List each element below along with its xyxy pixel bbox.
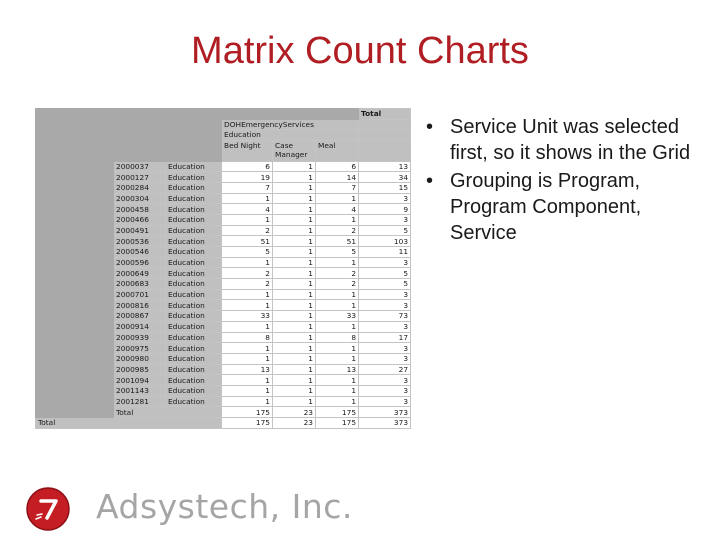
row-total-cell: 5	[359, 225, 411, 236]
row-total-cell: 3	[359, 257, 411, 268]
service-unit-id: 2000596	[114, 257, 166, 268]
service-unit-id: 2001281	[114, 396, 166, 407]
grand-total-value: 175	[316, 418, 359, 429]
program-cell: Education	[166, 236, 222, 247]
value-cell: 8	[316, 332, 359, 343]
value-cell: 33	[316, 311, 359, 322]
column-header-service: Case Manager	[273, 140, 316, 161]
value-cell: 1	[222, 375, 273, 386]
value-cell: 1	[222, 321, 273, 332]
service-unit-id: 2000975	[114, 343, 166, 354]
row-group-cell	[36, 268, 114, 279]
bullet-item: • Service Unit was selected first, so it shows in the Grid	[426, 116, 691, 164]
program-cell: Education	[166, 247, 222, 258]
grid-corner	[166, 109, 222, 120]
grid-corner	[36, 140, 114, 161]
row-group-cell	[36, 225, 114, 236]
table-row	[36, 396, 411, 407]
subtotal-value: 175	[222, 407, 273, 418]
value-cell: 7	[316, 182, 359, 193]
value-cell: 1	[273, 343, 316, 354]
value-cell: 1	[273, 300, 316, 311]
value-cell: 51	[316, 236, 359, 247]
grid-corner	[166, 140, 222, 161]
service-unit-id: 2000546	[114, 247, 166, 258]
program-header: Education	[222, 130, 359, 141]
program-cell: Education	[166, 353, 222, 364]
program-cell: Education	[166, 375, 222, 386]
grid-corner	[114, 140, 166, 161]
column-header-total-spacer	[359, 140, 411, 161]
row-total-cell: 3	[359, 289, 411, 300]
program-cell: Education	[166, 182, 222, 193]
program-cell: Education	[166, 257, 222, 268]
row-group-cell	[36, 247, 114, 258]
service-unit-id: 2000980	[114, 353, 166, 364]
value-cell: 1	[222, 396, 273, 407]
value-cell: 1	[222, 214, 273, 225]
row-group-cell	[36, 172, 114, 183]
column-header-total-spacer	[359, 119, 411, 130]
service-unit-id: 2000284	[114, 182, 166, 193]
service-unit-id: 2000701	[114, 289, 166, 300]
table-row	[36, 236, 411, 247]
grand-total-value: 373	[359, 418, 411, 429]
value-cell: 1	[273, 311, 316, 322]
row-total-cell: 3	[359, 375, 411, 386]
table-row	[36, 268, 411, 279]
grid-corner	[36, 119, 114, 130]
value-cell: 1	[316, 321, 359, 332]
program-cell: Education	[166, 332, 222, 343]
grand-total-row	[36, 418, 411, 429]
program-cell: Education	[166, 268, 222, 279]
program-cell: Education	[166, 300, 222, 311]
table-row	[36, 385, 411, 396]
row-group-cell	[36, 407, 114, 418]
value-cell: 1	[273, 268, 316, 279]
bullet-text: Service Unit was selected first, so it shows in the Grid	[450, 116, 691, 164]
value-cell: 1	[222, 257, 273, 268]
table-row	[36, 375, 411, 386]
value-cell: 1	[316, 214, 359, 225]
service-unit-id: 2000914	[114, 321, 166, 332]
company-name: Adsystech, Inc.	[96, 487, 353, 526]
service-unit-id: 2001094	[114, 375, 166, 386]
value-cell: 51	[222, 236, 273, 247]
row-total-cell: 3	[359, 353, 411, 364]
slide-title: Matrix Count Charts	[191, 30, 529, 72]
row-group-cell	[36, 385, 114, 396]
value-cell: 5	[222, 247, 273, 258]
value-cell: 1	[316, 289, 359, 300]
value-cell: 7	[222, 182, 273, 193]
grand-total-value: 175	[222, 418, 273, 429]
row-total-cell: 3	[359, 396, 411, 407]
service-unit-id: 2000816	[114, 300, 166, 311]
grid-table	[35, 108, 411, 429]
service-unit-id: 2000649	[114, 268, 166, 279]
value-cell: 1	[316, 343, 359, 354]
program-cell: Education	[166, 193, 222, 204]
value-cell: 1	[273, 279, 316, 290]
program-cell: Education	[166, 161, 222, 172]
row-group-cell	[36, 182, 114, 193]
row-group-cell	[36, 321, 114, 332]
service-unit-id: 2000867	[114, 311, 166, 322]
value-cell: 8	[222, 332, 273, 343]
value-cell: 1	[222, 289, 273, 300]
value-cell: 33	[222, 311, 273, 322]
value-cell: 1	[273, 236, 316, 247]
bullet-item: • Grouping is Program, Program Component, Service	[426, 170, 642, 244]
value-cell: 1	[222, 353, 273, 364]
row-group-cell	[36, 161, 114, 172]
row-group-cell	[36, 257, 114, 268]
row-total-cell: 3	[359, 385, 411, 396]
value-cell: 1	[222, 193, 273, 204]
row-total-cell: 5	[359, 279, 411, 290]
grid-header-row	[36, 109, 411, 120]
value-cell: 1	[316, 396, 359, 407]
subtotal-row	[36, 407, 411, 418]
column-header-total-spacer	[359, 130, 411, 141]
column-header-service: Meal	[316, 140, 359, 161]
subtotal-value: 373	[359, 407, 411, 418]
value-cell: 1	[273, 257, 316, 268]
value-cell: 1	[273, 214, 316, 225]
value-cell: 1	[273, 364, 316, 375]
row-total-cell: 103	[359, 236, 411, 247]
value-cell: 1	[316, 385, 359, 396]
table-row	[36, 247, 411, 258]
table-row	[36, 193, 411, 204]
subtotal-value: 23	[273, 407, 316, 418]
grid-header-row	[36, 140, 411, 161]
row-total-cell: 27	[359, 364, 411, 375]
program-cell: Education	[166, 385, 222, 396]
value-cell: 4	[222, 204, 273, 215]
row-group-cell	[36, 375, 114, 386]
value-cell: 1	[273, 204, 316, 215]
row-group-cell	[36, 279, 114, 290]
row-total-cell: 15	[359, 182, 411, 193]
value-cell: 13	[222, 364, 273, 375]
row-total-cell: 11	[359, 247, 411, 258]
value-cell: 1	[273, 193, 316, 204]
program-cell: Education	[166, 214, 222, 225]
grand-total-value: 23	[273, 418, 316, 429]
program-cell: Education	[166, 343, 222, 354]
row-total-cell: 73	[359, 311, 411, 322]
column-header-service: Bed Night	[222, 140, 273, 161]
value-cell: 2	[316, 225, 359, 236]
matrix-count-grid	[35, 108, 410, 432]
grid-header-row	[36, 130, 411, 141]
subtotal-value: 175	[316, 407, 359, 418]
value-cell: 1	[316, 353, 359, 364]
table-row	[36, 225, 411, 236]
value-cell: 1	[222, 385, 273, 396]
table-row	[36, 353, 411, 364]
grid-corner	[166, 130, 222, 141]
program-cell: Education	[166, 396, 222, 407]
program-cell: Education	[166, 289, 222, 300]
value-cell: 2	[316, 279, 359, 290]
grand-total-label: Total	[36, 418, 222, 429]
table-row	[36, 332, 411, 343]
program-cell: Education	[166, 172, 222, 183]
row-total-cell: 5	[359, 268, 411, 279]
service-unit-id: 2000939	[114, 332, 166, 343]
row-total-cell: 3	[359, 300, 411, 311]
table-row	[36, 161, 411, 172]
row-total-cell: 3	[359, 214, 411, 225]
bullet-list	[426, 114, 696, 248]
row-total-cell: 3	[359, 193, 411, 204]
value-cell: 2	[222, 279, 273, 290]
service-unit-id: 2000491	[114, 225, 166, 236]
company-logo-icon	[25, 486, 71, 532]
row-group-cell	[36, 236, 114, 247]
table-row	[36, 279, 411, 290]
value-cell: 1	[222, 343, 273, 354]
service-unit-id: 2000304	[114, 193, 166, 204]
bullet-text: Grouping is Program, Program Component, Service	[450, 170, 642, 244]
grid-corner	[166, 119, 222, 130]
table-row	[36, 364, 411, 375]
service-unit-id: 2000458	[114, 204, 166, 215]
program-cell: Education	[166, 364, 222, 375]
grid-corner	[114, 130, 166, 141]
value-cell: 1	[273, 247, 316, 258]
row-group-cell	[36, 300, 114, 311]
value-cell: 1	[273, 375, 316, 386]
value-cell: 5	[316, 247, 359, 258]
value-cell: 1	[273, 289, 316, 300]
value-cell: 1	[316, 257, 359, 268]
row-total-cell: 17	[359, 332, 411, 343]
value-cell: 2	[222, 268, 273, 279]
row-group-cell	[36, 332, 114, 343]
program-cell: Education	[166, 321, 222, 332]
service-unit-id: 2001143	[114, 385, 166, 396]
row-group-cell	[36, 364, 114, 375]
row-total-cell: 3	[359, 321, 411, 332]
row-total-cell: 3	[359, 343, 411, 354]
service-unit-id: 2000037	[114, 161, 166, 172]
program-cell: Education	[166, 225, 222, 236]
service-unit-id: 2000127	[114, 172, 166, 183]
value-cell: 6	[316, 161, 359, 172]
program-cell: Education	[166, 204, 222, 215]
grid-corner	[222, 109, 359, 120]
subtotal-label: Total	[114, 407, 222, 418]
value-cell: 1	[273, 225, 316, 236]
grid-corner	[114, 119, 166, 130]
value-cell: 1	[316, 300, 359, 311]
row-group-cell	[36, 311, 114, 322]
value-cell: 1	[273, 182, 316, 193]
grid-corner	[36, 130, 114, 141]
value-cell: 1	[316, 375, 359, 386]
service-unit-id: 2000985	[114, 364, 166, 375]
value-cell: 1	[273, 321, 316, 332]
row-group-cell	[36, 193, 114, 204]
column-header-total: Total	[359, 109, 411, 120]
value-cell: 6	[222, 161, 273, 172]
row-group-cell	[36, 396, 114, 407]
row-total-cell: 13	[359, 161, 411, 172]
group-header: DOHEmergencyServices	[222, 119, 359, 130]
grid-corner	[114, 109, 166, 120]
table-row	[36, 172, 411, 183]
table-row	[36, 257, 411, 268]
service-unit-id: 2000536	[114, 236, 166, 247]
value-cell: 1	[273, 385, 316, 396]
row-total-cell: 9	[359, 204, 411, 215]
table-row	[36, 204, 411, 215]
value-cell: 13	[316, 364, 359, 375]
value-cell: 1	[316, 193, 359, 204]
grid-corner	[36, 109, 114, 120]
service-unit-id: 2000683	[114, 279, 166, 290]
value-cell: 1	[222, 300, 273, 311]
value-cell: 2	[222, 225, 273, 236]
table-row	[36, 311, 411, 322]
table-row	[36, 214, 411, 225]
row-total-cell: 34	[359, 172, 411, 183]
value-cell: 1	[273, 161, 316, 172]
value-cell: 14	[316, 172, 359, 183]
table-row	[36, 300, 411, 311]
service-unit-id: 2000466	[114, 214, 166, 225]
row-group-cell	[36, 353, 114, 364]
value-cell: 1	[273, 332, 316, 343]
row-group-cell	[36, 289, 114, 300]
value-cell: 1	[273, 396, 316, 407]
value-cell: 1	[273, 172, 316, 183]
row-group-cell	[36, 214, 114, 225]
table-row	[36, 321, 411, 332]
program-cell: Education	[166, 279, 222, 290]
table-row	[36, 343, 411, 354]
grid-header-row	[36, 119, 411, 130]
program-cell: Education	[166, 311, 222, 322]
row-group-cell	[36, 204, 114, 215]
value-cell: 19	[222, 172, 273, 183]
value-cell: 1	[273, 353, 316, 364]
row-group-cell	[36, 343, 114, 354]
table-row	[36, 289, 411, 300]
table-row	[36, 182, 411, 193]
value-cell: 2	[316, 268, 359, 279]
value-cell: 4	[316, 204, 359, 215]
